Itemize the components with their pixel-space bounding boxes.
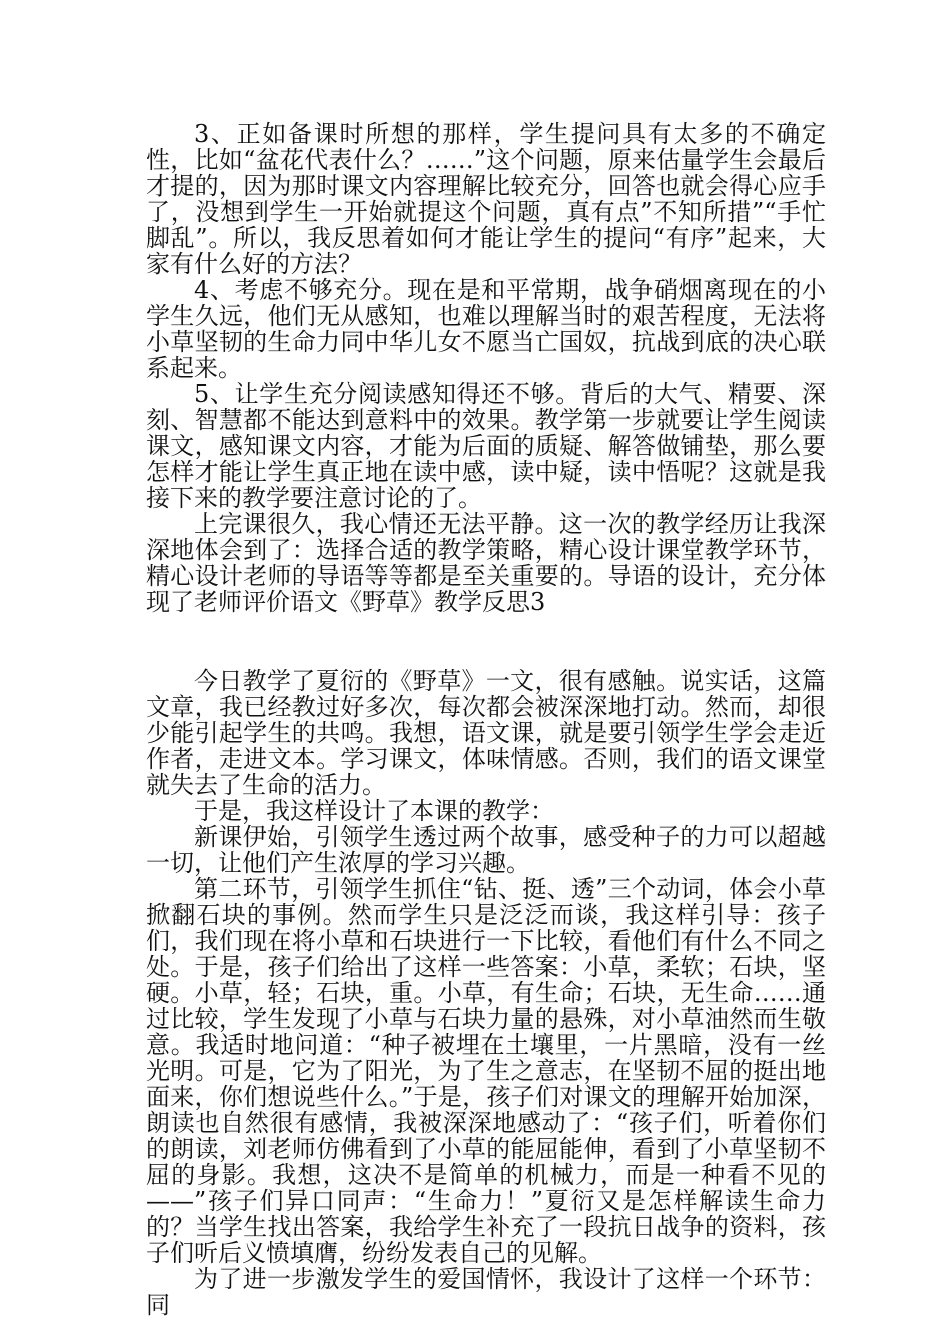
paragraph-insufficient-consideration: 4、考虑不够充分。现在是和平常期，战争硝烟离现在的小学生久远，他们无从感知，也难以理解当时的艰苦程度，无法将小草坚韧的生命力同中华儿女不愿当亡国奴，抗战到底的决心联系起来。 [146, 276, 826, 382]
paragraph-design-intro: 于是，我这样设计了本课的教学： [194, 797, 554, 825]
section-gap [146, 615, 826, 668]
paragraph-intro-yecao: 今日教学了夏衍的《野草》一文，很有感触。说实话，这篇文章，我已经教过好多次，每次都会被深深地打动。然而，却很少能引起学生的共鸣。我想，语文课，就是要引领学生学会走近作者，走进文本。学习课文，体味情感。否则，我们的语文课堂就失去了生命的活力。 [146, 667, 826, 799]
paragraph-patriotism-stage: 为了进一步激发学生的爱国情怀，我设计了这样一个环节：同 [146, 1265, 826, 1319]
paragraph-new-lesson-start: 新课伊始，引领学生透过两个故事，感受种子的力可以超越一切，让他们产生浓厚的学习兴趣。 [146, 823, 826, 877]
paragraph-question-uncertainty: 3、正如备课时所想的那样，学生提问具有太多的不确定性，比如“盆花代表什么？……”这个问题，原来估量学生会最后才提的，因为那时课文内容理解比较充分，回答也就会得心应手了，没想到学生一开始就提这个问题，真有点”不知所措”“手忙脚乱”。所以，我反思着如何才能让学生的提问“有序”起来，大家有什么好的方法？ [146, 120, 826, 278]
paragraph-reflection-summary: 上完课很久，我心情还无法平静。这一次的教学经历让我深深地体会到了：选择合适的教学策略，精心设计课堂教学环节，精心设计老师的导语等等都是至关重要的。导语的设计，充分体现了老师评价语文《野草》教学反思3 [146, 510, 826, 616]
paragraph-second-stage: 第二环节，引领学生抓住“钻、挺、透”三个动词，体会小草掀翻石块的事例。然而学生只是泛泛而谈，我这样引导：孩子们，我们现在将小草和石块进行一下比较，看他们有什么不同之处。于是，孩子们给出了这样一些答案：小草，柔软；石块，坚硬。小草，轻；石块，重。小草，有生命；石块，无生命……通过比较，学生发现了小草与石块力量的悬殊，对小草油然而生敬意。我适时地问道：“种子被埋在土壤里，一片黑暗，没有一丝光明。可是，它为了阳光，为了生之意志，在坚韧不屈的挺出地面来，你们想说些什么。”于是，孩子们对课文的理解开始加深，朗读也自然很有感情，我被深深地感动了：“孩子们，听着你们的朗读，刘老师仿佛看到了小草的能屈能伸，看到了小草坚韧不屈的身影。我想，这决不是简单的机械力，而是一种看不见的——”孩子们异口同声：“生命力！”夏衍又是怎样解读生命力的？当学生找出答案，我给学生补充了一段抗日战争的资料，孩子们听后义愤填膺，纷纷发表自己的见解。 [146, 875, 826, 1267]
paragraph-reading-insufficient: 5、让学生充分阅读感知得还不够。背后的大气、精要、深刻、智慧都不能达到意料中的效果。教学第一步就要让学生阅读课文，感知课文内容，才能为后面的质疑、解答做铺垫，那么要怎样才能让学生真正地在读中感，读中疑，读中悟呢？这就是我接下来的教学要注意讨论的了。 [146, 380, 826, 512]
document-page [146, 121, 826, 1318]
